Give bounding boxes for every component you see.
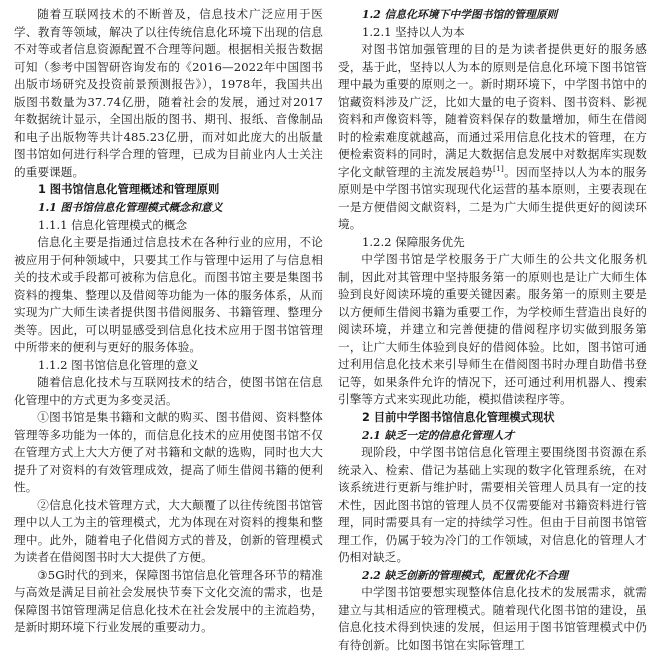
right-column [338,6,647,654]
people-first-paragraph [338,41,647,234]
section-heading-1: 1 图书馆信息化管理概述和管理原则 [38,183,220,196]
service-paragraph: 中学图书馆是学校服务于广大师生的公共文化服务机制，因此对其管理中坚持服务第一的原则也是让广大师生体验到良好阅读环境的重要关键因素。服务第一的原则主要是以方便师生借阅书籍为重要工作，为学校师生营造出良好的阅读环境，并建立和完善便捷的借阅程序切实做到服务第一，让广大师生体验到良好的借阅体验。比如，图书馆可通过利用信息化技术来引导师生在借阅图书时办理自助借书登记等，如果条件允许的情况下，还可通过利用机器人、搜索引擎等方式来实现此功能，模拟借读程序等。 [338,252,647,406]
subsection-heading-1-1: 1.1 图书馆信息化管理模式概念和意义 [38,201,223,214]
intro-paragraph: 随着互联网技术的不断普及，信息技术广泛应用于医学、教育等领域，解决了以往传统信息化环境下出现的信息不对等或者信息资源配置不合理等问题。根据相关报告数据可知（参考中国智研咨询发布的《2016—2022年中国图书出版市场研究及投资前景预测报告》），1978年，我国共出版图书数量为37.74亿册，随着社会的发展，通过对2017年数据统计显示，全国出版的图书、期刊、报纸、音像制品和电子出版物等共计485.23亿册，而对如此庞大的出版量图书馆如何进行科学合理的管理，已成为目前业内人士关注的重要课题。 [14,7,323,179]
left-column [14,6,323,637]
section-heading-2: 2 目前中学图书馆信息化管理模式现状 [362,410,555,424]
innovation-paragraph: 中学图书馆要想实现整体信息化技术的发展需求，就需建立与其相适应的管理模式。随着现代化图书馆的建设，虽信息化技术得到快速的发展，但运用于图书馆管理模式中仍有待创新。比如图书馆在实际管理工 [338,585,647,652]
concept-paragraph: 信息化主要是指通过信息技术在各种行业的应用，不论被应用于何种领域中，只要其工作与管理中运用了与信息相关的技术或手段都可被称为信息化。而图书馆主要是集图书资料的搜集、整理以及借阅等功能为一体的服务体系，从而实现为广大师生读者提供图书借阅服务、书籍管理、整理分类等。因此，可以明显感受到信息化技术应用于图书馆管理中所带来的便利与更好的服务体验。 [14,235,323,354]
talent-paragraph: 现阶段，中学图书馆信息化管理主要围绕图书资源在系统录入、检索、借记为基础上实现的数字化管理系统，在对该系统进行更新与维护时，需要相关管理人员具有一定的技术性，因此图书馆的管理人员不仅需要能对书籍资料进行管理，同时需要具有一定的持续学习性。但由于目前图书馆管理工作，仍属于较为冷门的工作领域，对信息化的管理人才仍相对缺乏。 [338,445,647,564]
people-first-text: 对图书馆加强管理的目的是为读者提供更好的服务感受，基于此，坚持以人为本的原则是信息化环境下图书馆管理中最为重要的原则之一。新时期环境下，中学图书馆中的馆藏资料涉及广泛，比如大量的电子资料、图书资料、影视资料和声像资料等，随着资料保存的数量增加，师生在借阅时的检索难度就越高，而通过采用信息化技术的管理，在方便检索资料的同时，满足大数据信息发展中对数据库实现数字化文献管理的主流发展趋势 [338,42,647,179]
subsubsection-heading-1-1-2: 1.1.2 图书馆信息化管理的意义 [38,357,199,372]
subsubsection-heading-1-2-2: 1.2.2 保障服务优先 [362,234,465,249]
meaning-item-3: ③5G时代的到来，保障图书馆信息化管理各环节的精准与高效是满足目前社会发展快节奏下文化交流的需求，也是保障图书馆管理满足信息化技术在社会发展中的主流趋势，是新时期环境下行业发展的重要动力。 [14,567,323,634]
subsubsection-heading-1-1-1: 1.1.1 信息化管理模式的概念 [38,217,188,232]
subsubsection-heading-1-2-1: 1.2.1 坚持以人为本 [362,24,465,39]
subsection-heading-2-2: 2.2 缺乏创新的管理模式，配置优化不合理 [362,568,569,582]
subsection-heading-1-2: 1.2 信息化环境下中学图书馆的管理原则 [362,8,558,21]
subsection-heading-2-1: 2.1 缺乏一定的信息化管理人才 [362,428,515,442]
meaning-item-1: ①图书馆是集书籍和文献的购买、图书借阅、资料整体管理等多功能为一体的，而信息化技术的应用使图书馆不仅在管理方式上大大方便了对书籍和文献的选购，同时也大大提升了对资料的有效管理成效，提高了师生借阅书籍的便利性。 [14,410,323,494]
meaning-item-2: ②信息化技术管理方式，大大颠覆了以往传统图书馆管理中以人工为主的管理模式，尤为体现在对资料的搜集和整理中。此外，随着电子化借阅方式的普及，创新的管理模式为读者在借阅图书时大大提供了方便。 [14,497,323,564]
meaning-paragraph: 随着信息化技术与互联网技术的结合，使图书馆在信息化管理中的方式更为多变灵活。 [14,375,323,407]
people-first-text-continued: 。因而坚持以人为本的服务原则是中学图书馆实现现代化运营的基本原则，主要表现在一是方便借阅文献资料，二是为广大师生提供更好的阅读环境。 [338,164,648,231]
citation-marker: [1] [493,163,504,173]
